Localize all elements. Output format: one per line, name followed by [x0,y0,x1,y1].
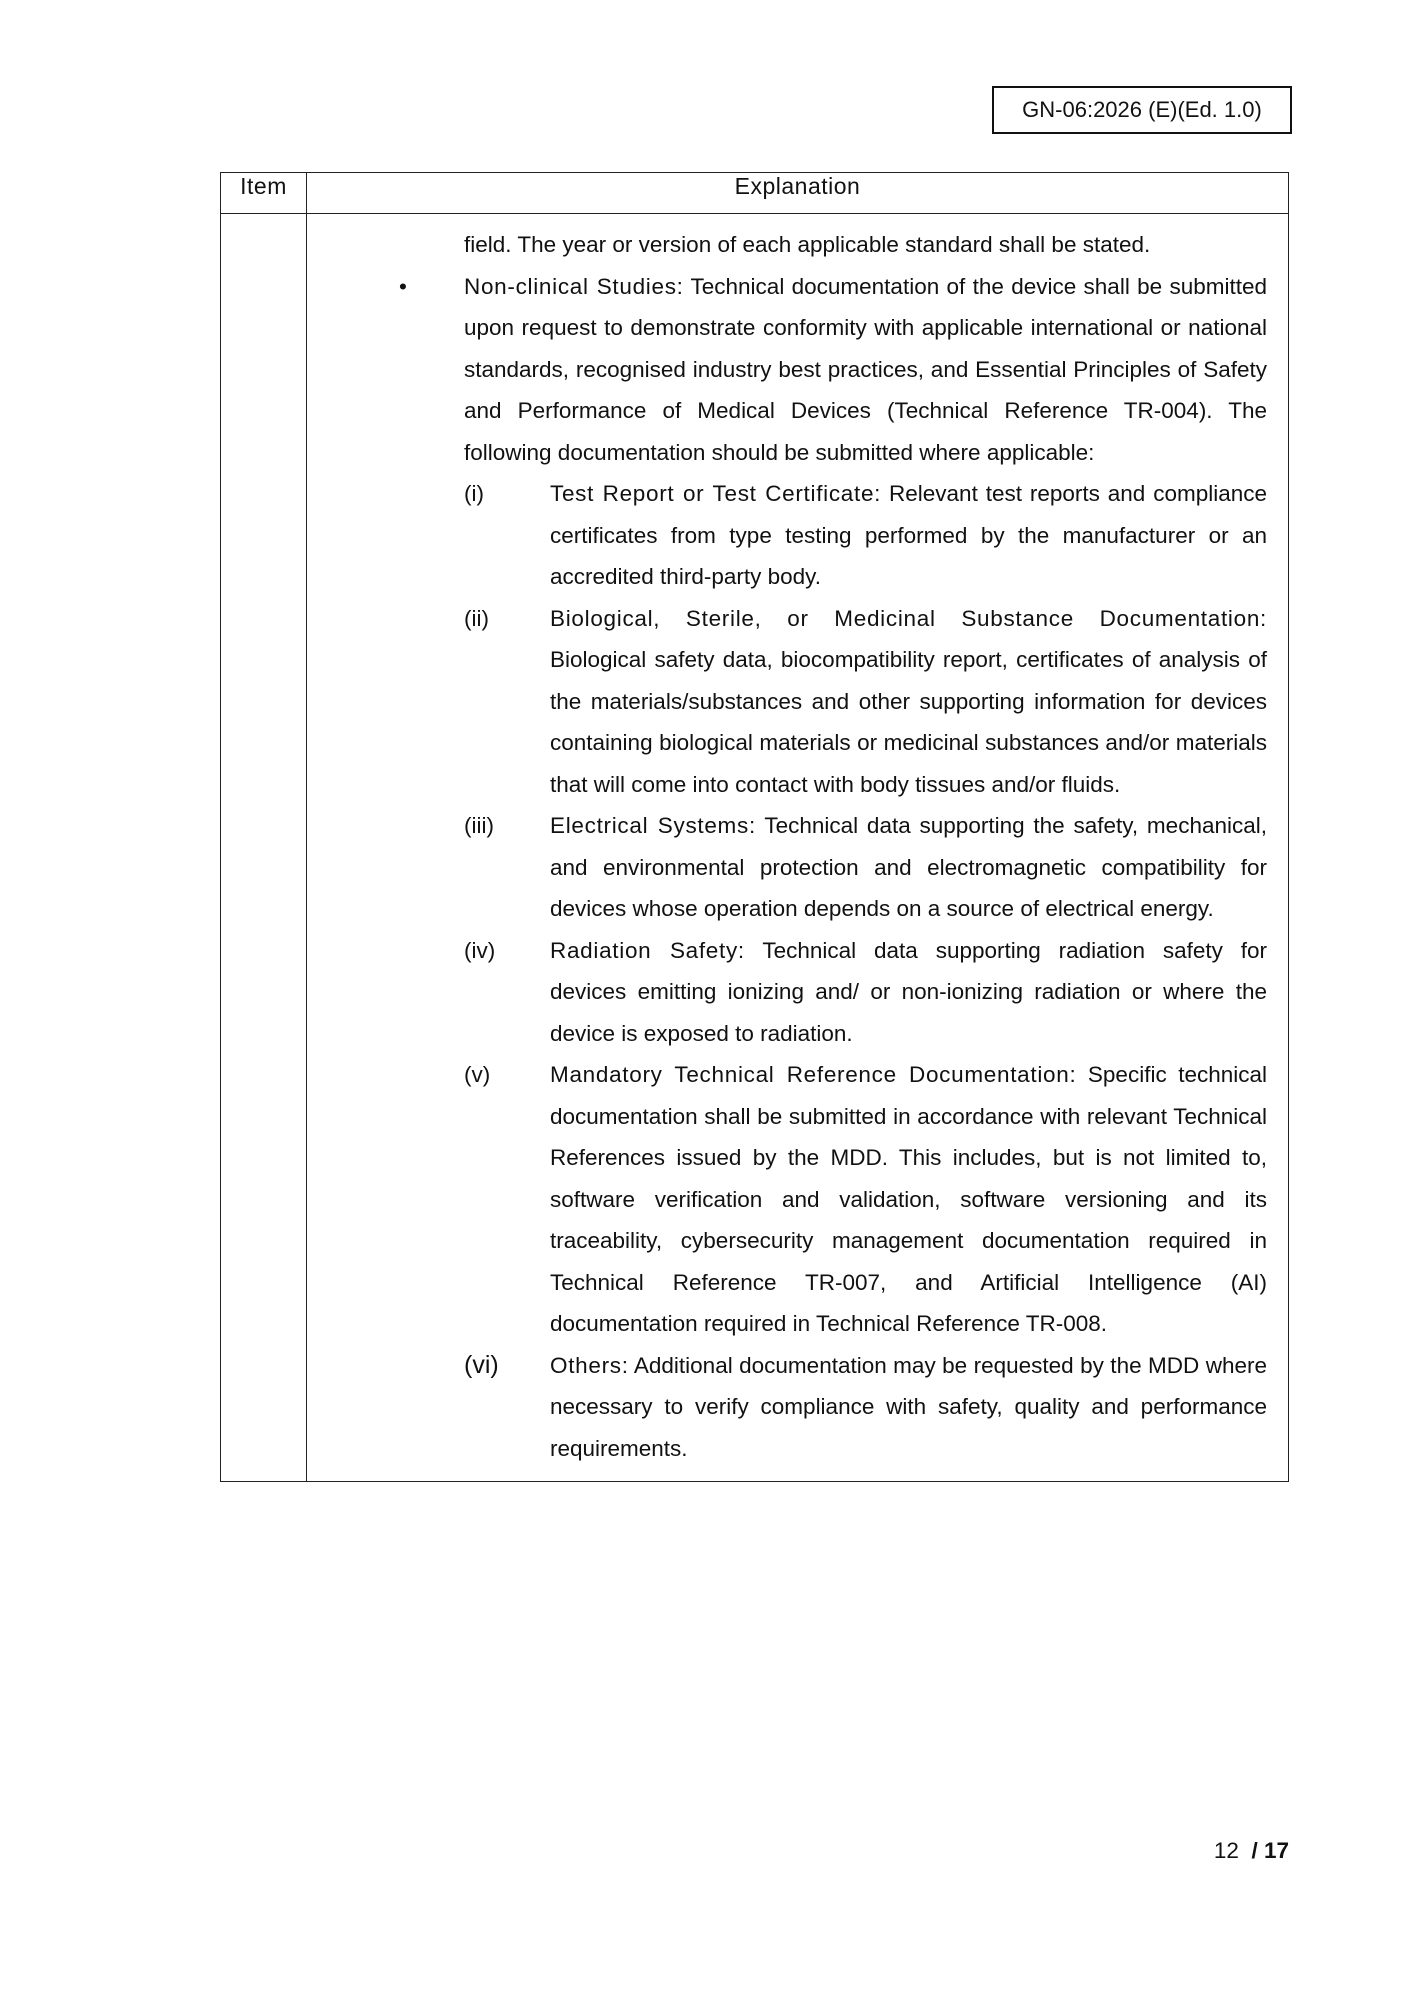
explanation-cell [307,214,1289,1482]
continued-paragraph: field. The year or version of each applicable standard shall be stated. [464,232,1151,257]
list-item-term: Biological, Sterile, or Medicinal Substance Documentation: [550,605,1267,631]
bullet-text: Technical documentation of the device shall be submitted upon request to demonstrate conformity with applicable international or national standards, recognised industry best practices, and Essential Principles of Safety and Performance of Medical Devices (Technical Reference TR-004). The following documentation should be submitted where applicable: [464,273,1268,465]
requirements-table [220,172,1289,1482]
list-item [464,598,1267,806]
list-item-text: Technical data supporting radiation safety for devices emitting ionizing and/ or non-ionizing radiation or where the device is exposed to radiation. [550,937,1267,1046]
bullet-paragraph [399,266,1268,474]
list-item [464,1054,1267,1345]
item-cell [221,214,307,1482]
list-item-text: Technical data supporting the safety, mechanical, and environmental protection and electromagnetic compatibility for devices whose operation depends on a source of electrical energy. [550,813,1267,921]
list-item-term: Electrical Systems: [550,813,756,838]
list-item-text: Specific technical documentation shall be submitted in accordance with relevant Technical References issued by the MDD. This includes, but is not limited to, software verification and validation, software versioning and its traceability, cybersecurity management documentation required in Technical Reference TR-007, and Artificial Intelligence (AI) documentation required in Technical Reference TR-008. [550,1062,1267,1336]
list-item-content [550,1054,1267,1345]
document-id-box: GN-06:2026 (E)(Ed. 1.0) [992,86,1292,134]
table-row [221,214,1289,1482]
page-current: 12 [1213,1838,1239,1863]
page-number [1180,1838,1289,1864]
list-item [464,805,1267,930]
list-item-number: (i) [464,481,484,506]
table-header-row [221,173,1289,214]
column-header-explanation: Explanation [307,173,1289,214]
list-item [464,1345,1267,1470]
list-item-number: (iii) [464,813,494,838]
list-item [464,930,1267,1055]
list-item-term: Radiation Safety: [550,937,745,963]
list-item-number: (iv) [464,937,496,963]
bullet-term: Non-clinical Studies: [464,273,684,299]
list-item-text: Additional documentation may be requested by the MDD where necessary to verify compliance with safety, quality and performance requirements. [550,1352,1267,1461]
list-item-number: (ii) [464,605,489,631]
list-item-content [550,598,1267,806]
list-item-number: (vi) [464,1350,499,1379]
list-item-text: Relevant test reports and compliance certificates from type testing performed by the manufacturer or an accredited third-party body. [550,481,1267,589]
list-item-content [550,930,1267,1055]
list-item-text: Biological safety data, biocompatibility report, certificates of analysis of the materials/substances and other supporting information for devices containing biological materials or medicinal substances and/or materials that will come into contact with body tissues and/or fluids. [550,647,1267,797]
bullet-icon: • [399,273,407,299]
list-item-content [550,1345,1267,1470]
list-item-term: Others: [550,1352,629,1378]
page-total: / 17 [1251,1838,1289,1863]
list-item-number: (v) [464,1062,491,1087]
column-header-item: Item [221,173,307,214]
list-item-content [550,473,1267,598]
list-item-term: Test Report or Test Certificate: [550,481,882,506]
list-item [464,473,1267,598]
list-item-content [550,805,1267,930]
list-item-term: Mandatory Technical Reference Documentation: [550,1062,1077,1087]
